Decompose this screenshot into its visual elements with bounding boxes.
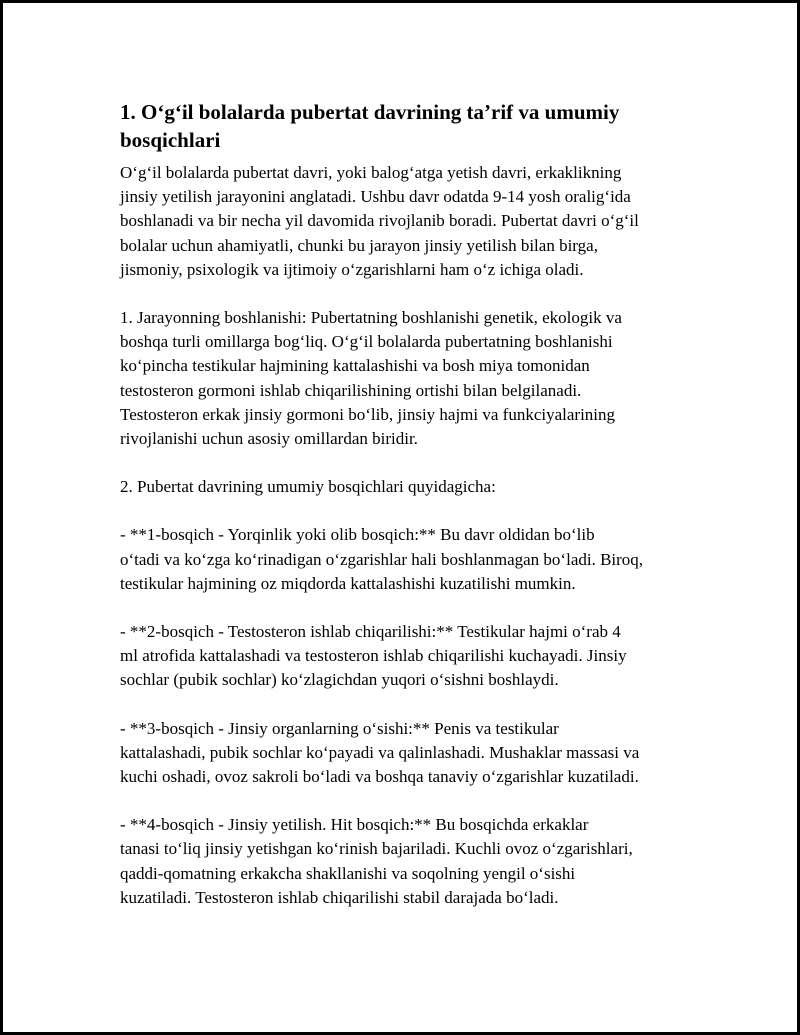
paragraph-stages-heading: 2. Pubertat davrining umumiy bosqichlari quyidagicha: (120, 477, 496, 497)
intro-paragraph: O‘g‘il bolalarda pubertat davri, yoki balog‘atga yetish davri, erkaklikning jinsiy yetilish jarayonini anglatadi. Ushbu davr odatda 9-14 yosh oralig‘ida boshlanadi va bir necha yil davomida rivojlanib boradi. Pubertat davri o‘g‘il bolalar uchun ahamiyatli, chunki bu jarayon jinsiy yetilish bilan birga, jismoniy, psixologik va ijtimoiy o‘zgarishlarni ham o‘z ichiga oladi. (120, 163, 639, 279)
paragraph-stage-4: - **4-bosqich - Jinsiy yetilish. Hit bosqich:** Bu bosqichda erkaklar tanasi to‘liq jinsiy yetishgan ko‘rinish bajariladi. Kuchli ovoz o‘zgarishlari, qaddi-qomatning erkakcha shakllanishi va soqolning yengil o‘sishi kuzatiladi. Testosteron ishlab chiqarilishi stabil darajada bo‘ladi. (120, 815, 633, 907)
paragraph-stage-2: - **2-bosqich - Testosteron ishlab chiqarilishi:** Testikular hajmi o‘rab 4 ml atrofida kattalashadi va testosteron ishlab chiqarilishi kuchayadi. Jinsiy sochlar (pubik sochlar) ko‘zlagichdan yuqori o‘sishni boshlaydi. (120, 622, 627, 690)
document-body (120, 98, 700, 910)
paragraph-onset: 1. Jarayonning boshlanishi: Pubertatning boshlanishi genetik, ekologik va boshqa turli omillarga bog‘liq. O‘g‘il bolalarda pubertatning boshlanishi ko‘pincha testikular hajmining kattalashishi va bosh miya tomonidan testosteron gormoni ishlab chiqarilishining ortishi bilan belgilanadi. Testosteron erkak jinsiy gormoni bo‘lib, jinsiy hajmi va funkciyalarining rivojlanishi uchun asosiy omillardan biridir. (120, 308, 622, 449)
paragraph-stage-3: - **3-bosqich - Jinsiy organlarning o‘sishi:** Penis va testikular kattalashadi, pubik sochlar ko‘payadi va qalinlashadi. Mushaklar massasi va kuchi oshadi, ovoz sakroli bo‘ladi va boshqa tanaviy o‘zgarishlar kuzatiladi. (120, 718, 640, 787)
paragraph-stage-1: - **1-bosqich - Yorqinlik yoki olib bosqich:** Bu davr oldidan bo‘lib o‘tadi va ko‘zga ko‘rinadigan o‘zgarishlar hali boshlanmagan bo‘ladi. Biroq, testikular hajmining oz miqdorda kattalashishi kuzatilishi mumkin. (120, 525, 644, 593)
document-title: 1. O‘g‘il bolalarda pubertat davrining ta’rif va umumiy bosqichlari (120, 100, 620, 152)
